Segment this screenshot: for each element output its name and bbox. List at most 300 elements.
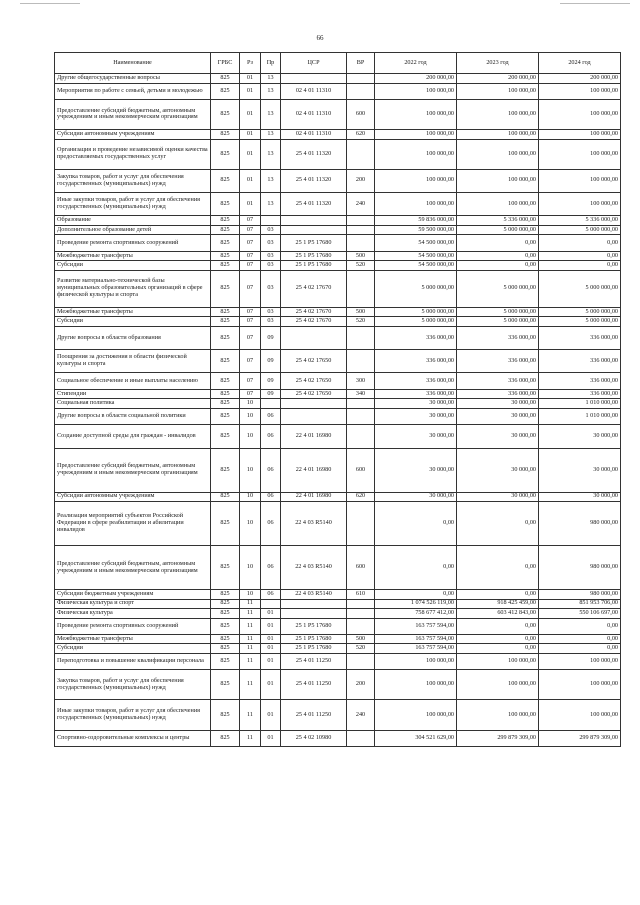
- cell-2024: 100 000,00: [539, 169, 621, 192]
- cell-vr: 610: [347, 590, 375, 600]
- cell-2023: 336 000,00: [457, 373, 539, 389]
- cell-2022: 100 000,00: [375, 169, 457, 192]
- col-header-csr: ЦСР: [281, 53, 347, 74]
- cell-2022: 0,00: [375, 546, 457, 590]
- cell-2024: 980 000,00: [539, 502, 621, 546]
- cell-pr: 03: [261, 261, 281, 271]
- cell-grbs: 825: [211, 350, 240, 373]
- cell-2024: 5 000 000,00: [539, 225, 621, 235]
- cell-vr: 500: [347, 307, 375, 317]
- cell-2023: 100 000,00: [457, 700, 539, 730]
- cell-vr: 520: [347, 261, 375, 271]
- cell-2023: 603 412 843,00: [457, 609, 539, 619]
- cell-grbs: 825: [211, 448, 240, 492]
- cell-csr: 22 4 03 R5140: [281, 502, 347, 546]
- cell-vr: 240: [347, 193, 375, 216]
- cell-grbs: 825: [211, 373, 240, 389]
- cell-rz: 07: [240, 307, 261, 317]
- cell-2022: 59 836 000,00: [375, 216, 457, 226]
- cell-2024: 100 000,00: [539, 99, 621, 129]
- cell-vr: [347, 270, 375, 307]
- table-row: [55, 270, 621, 307]
- cell-2024: 100 000,00: [539, 130, 621, 140]
- table-row: [55, 307, 621, 317]
- cell-2024: 1 010 000,00: [539, 399, 621, 409]
- cell-pr: 13: [261, 139, 281, 169]
- cell-csr: 25 4 02 17670: [281, 270, 347, 307]
- cell-rz: 01: [240, 99, 261, 129]
- cell-csr: 25 1 P5 17680: [281, 618, 347, 634]
- cell-2022: 100 000,00: [375, 653, 457, 669]
- cell-pr: 06: [261, 425, 281, 448]
- cell-grbs: 825: [211, 74, 240, 84]
- cell-2022: 100 000,00: [375, 139, 457, 169]
- cell-csr: 25 4 01 11320: [281, 193, 347, 216]
- cell-pr: 06: [261, 502, 281, 546]
- cell-2023: 299 879 309,00: [457, 730, 539, 746]
- cell-grbs: 825: [211, 425, 240, 448]
- cell-name: Мероприятия по работе с семьей, детьми и молодежью: [55, 83, 211, 99]
- cell-name: Создание доступной среды для граждан - инвалидов: [55, 425, 211, 448]
- cell-2022: 59 500 000,00: [375, 225, 457, 235]
- cell-grbs: 825: [211, 609, 240, 619]
- table-row: [55, 225, 621, 235]
- cell-2024: 0,00: [539, 618, 621, 634]
- cell-grbs: 825: [211, 317, 240, 327]
- cell-2023: 5 000 000,00: [457, 270, 539, 307]
- cell-grbs: 825: [211, 546, 240, 590]
- cell-pr: 06: [261, 590, 281, 600]
- cell-2024: 550 106 697,00: [539, 609, 621, 619]
- cell-2024: 0,00: [539, 251, 621, 261]
- table-row: [55, 700, 621, 730]
- table-row: [55, 169, 621, 192]
- table-row: [55, 399, 621, 409]
- cell-rz: 07: [240, 317, 261, 327]
- cell-name: Предоставление субсидий бюджетным, автономным учреждениям и иным некоммерческим организациям: [55, 448, 211, 492]
- cell-rz: 07: [240, 326, 261, 349]
- table-row: [55, 130, 621, 140]
- cell-vr: [347, 326, 375, 349]
- cell-2024: 5 000 000,00: [539, 317, 621, 327]
- cell-pr: 01: [261, 730, 281, 746]
- col-header-grbs: ГРБС: [211, 53, 240, 74]
- cell-vr: [347, 216, 375, 226]
- cell-grbs: 825: [211, 235, 240, 251]
- page-number: 66: [316, 34, 324, 42]
- cell-csr: [281, 599, 347, 609]
- cell-2022: 163 757 594,00: [375, 634, 457, 644]
- cell-csr: 25 4 01 11320: [281, 139, 347, 169]
- cell-csr: 25 4 01 11320: [281, 169, 347, 192]
- cell-grbs: 825: [211, 653, 240, 669]
- cell-name: Субсидии: [55, 317, 211, 327]
- cell-rz: 10: [240, 590, 261, 600]
- cell-name: Межбюджетные трансферты: [55, 634, 211, 644]
- cell-vr: [347, 609, 375, 619]
- table-row: [55, 251, 621, 261]
- table-row: [55, 408, 621, 424]
- table-row: [55, 261, 621, 271]
- cell-csr: 25 4 01 11250: [281, 670, 347, 700]
- cell-2022: 54 500 000,00: [375, 251, 457, 261]
- cell-2023: 5 336 000,00: [457, 216, 539, 226]
- table-row: [55, 448, 621, 492]
- cell-pr: 03: [261, 225, 281, 235]
- cell-name: Субсидии: [55, 261, 211, 271]
- cell-2023: 336 000,00: [457, 350, 539, 373]
- cell-rz: 01: [240, 130, 261, 140]
- cell-rz: 07: [240, 261, 261, 271]
- cell-vr: [347, 74, 375, 84]
- cell-pr: 03: [261, 317, 281, 327]
- cell-name: Другие общегосударственные вопросы: [55, 74, 211, 84]
- cell-grbs: 825: [211, 326, 240, 349]
- cell-pr: 13: [261, 83, 281, 99]
- table-row: [55, 618, 621, 634]
- cell-2023: 0,00: [457, 235, 539, 251]
- cell-vr: [347, 399, 375, 409]
- cell-pr: 01: [261, 618, 281, 634]
- cell-vr: 600: [347, 546, 375, 590]
- cell-grbs: 825: [211, 169, 240, 192]
- cell-vr: [347, 653, 375, 669]
- cell-2022: 30 000,00: [375, 425, 457, 448]
- cell-2022: 1 074 526 119,00: [375, 599, 457, 609]
- cell-2023: 0,00: [457, 590, 539, 600]
- col-header-2024: 2024 год: [539, 53, 621, 74]
- cell-vr: 520: [347, 317, 375, 327]
- cell-pr: 01: [261, 700, 281, 730]
- cell-rz: 01: [240, 169, 261, 192]
- cell-2023: 336 000,00: [457, 326, 539, 349]
- cell-grbs: 825: [211, 193, 240, 216]
- cell-pr: 01: [261, 609, 281, 619]
- cell-rz: 10: [240, 408, 261, 424]
- table-row: [55, 609, 621, 619]
- cell-rz: 07: [240, 235, 261, 251]
- cell-name: Межбюджетные трансферты: [55, 251, 211, 261]
- cell-pr: [261, 399, 281, 409]
- table-row: [55, 670, 621, 700]
- table-row: [55, 139, 621, 169]
- cell-2022: 100 000,00: [375, 99, 457, 129]
- cell-rz: 01: [240, 193, 261, 216]
- cell-csr: [281, 74, 347, 84]
- table-row: [55, 644, 621, 654]
- cell-csr: 02 4 01 11310: [281, 130, 347, 140]
- cell-csr: 22 4 01 16980: [281, 492, 347, 502]
- cell-2022: 5 000 000,00: [375, 317, 457, 327]
- cell-csr: 25 1 P5 17680: [281, 644, 347, 654]
- cell-2024: 100 000,00: [539, 670, 621, 700]
- cell-rz: 11: [240, 700, 261, 730]
- col-header-2023: 2023 год: [457, 53, 539, 74]
- cell-rz: 11: [240, 634, 261, 644]
- table-row: [55, 653, 621, 669]
- cell-2022: 100 000,00: [375, 700, 457, 730]
- table-body: [55, 74, 621, 747]
- cell-vr: [347, 599, 375, 609]
- cell-name: Поощрения за достижения в области физической культуры и спорта: [55, 350, 211, 373]
- cell-grbs: 825: [211, 270, 240, 307]
- cell-2022: 5 000 000,00: [375, 307, 457, 317]
- cell-csr: 25 4 02 17650: [281, 373, 347, 389]
- cell-2023: 100 000,00: [457, 169, 539, 192]
- cell-pr: 13: [261, 130, 281, 140]
- cell-csr: [281, 399, 347, 409]
- cell-rz: 01: [240, 74, 261, 84]
- cell-rz: 10: [240, 448, 261, 492]
- cell-2024: 0,00: [539, 235, 621, 251]
- cell-pr: 09: [261, 389, 281, 399]
- cell-2022: 0,00: [375, 590, 457, 600]
- cell-csr: 25 4 02 17670: [281, 317, 347, 327]
- cell-2024: 0,00: [539, 644, 621, 654]
- cell-grbs: 825: [211, 670, 240, 700]
- cell-2024: 30 000,00: [539, 492, 621, 502]
- cell-csr: [281, 216, 347, 226]
- cell-vr: 520: [347, 644, 375, 654]
- cell-2022: 100 000,00: [375, 670, 457, 700]
- cell-grbs: 825: [211, 644, 240, 654]
- cell-2024: 100 000,00: [539, 700, 621, 730]
- cell-2023: 100 000,00: [457, 83, 539, 99]
- cell-pr: 06: [261, 448, 281, 492]
- cell-csr: 22 4 03 R5140: [281, 546, 347, 590]
- cell-name: Организация и проведение независимой оценки качества предоставляемых государственных услуг: [55, 139, 211, 169]
- cell-2024: 0,00: [539, 634, 621, 644]
- cell-2023: 100 000,00: [457, 653, 539, 669]
- table-row: [55, 193, 621, 216]
- cell-name: Проведение ремонта спортивных сооружений: [55, 235, 211, 251]
- cell-2024: 0,00: [539, 261, 621, 271]
- cell-grbs: 825: [211, 408, 240, 424]
- cell-rz: 11: [240, 599, 261, 609]
- cell-2023: 0,00: [457, 644, 539, 654]
- budget-table: [54, 52, 621, 747]
- cell-name: Социальная политика: [55, 399, 211, 409]
- cell-2023: 200 000,00: [457, 74, 539, 84]
- cell-pr: 13: [261, 99, 281, 129]
- cell-grbs: 825: [211, 83, 240, 99]
- cell-rz: 07: [240, 373, 261, 389]
- cell-grbs: 825: [211, 618, 240, 634]
- cell-grbs: 825: [211, 634, 240, 644]
- cell-2022: 163 757 594,00: [375, 644, 457, 654]
- table-row: [55, 326, 621, 349]
- cell-pr: 13: [261, 193, 281, 216]
- cell-name: Иные закупки товаров, работ и услуг для обеспечения государственных (муниципальных) нужд: [55, 700, 211, 730]
- cell-name: Предоставление субсидий бюджетным, автономным учреждениям и иным некоммерческим организациям: [55, 546, 211, 590]
- cell-grbs: 825: [211, 216, 240, 226]
- cell-name: Субсидии автономным учреждениям: [55, 492, 211, 502]
- cell-rz: 11: [240, 644, 261, 654]
- scan-edge-mark: [20, 3, 80, 4]
- cell-2022: 54 500 000,00: [375, 235, 457, 251]
- cell-rz: 10: [240, 425, 261, 448]
- cell-vr: 500: [347, 634, 375, 644]
- cell-2024: 336 000,00: [539, 326, 621, 349]
- cell-name: Субсидии автономным учреждениям: [55, 130, 211, 140]
- cell-vr: [347, 730, 375, 746]
- cell-csr: 25 4 02 10980: [281, 730, 347, 746]
- cell-2024: 200 000,00: [539, 74, 621, 84]
- cell-csr: 25 4 02 17650: [281, 350, 347, 373]
- cell-2023: 100 000,00: [457, 130, 539, 140]
- cell-grbs: 825: [211, 730, 240, 746]
- cell-csr: [281, 326, 347, 349]
- cell-2023: 0,00: [457, 618, 539, 634]
- cell-2022: 30 000,00: [375, 448, 457, 492]
- cell-csr: 25 4 02 17650: [281, 389, 347, 399]
- cell-2024: 5 000 000,00: [539, 307, 621, 317]
- cell-pr: 09: [261, 350, 281, 373]
- cell-2022: 336 000,00: [375, 389, 457, 399]
- cell-pr: 03: [261, 307, 281, 317]
- scan-edge-mark: [560, 3, 630, 4]
- cell-name: Закупка товаров, работ и услуг для обеспечения государственных (муниципальных) нужд: [55, 169, 211, 192]
- col-header-pr: Пр: [261, 53, 281, 74]
- cell-pr: [261, 216, 281, 226]
- cell-2024: 30 000,00: [539, 448, 621, 492]
- cell-rz: 01: [240, 83, 261, 99]
- cell-rz: 11: [240, 618, 261, 634]
- cell-2023: 0,00: [457, 251, 539, 261]
- table-row: [55, 634, 621, 644]
- cell-name: Проведение ремонта спортивных сооружений: [55, 618, 211, 634]
- cell-pr: 13: [261, 74, 281, 84]
- cell-2023: 0,00: [457, 634, 539, 644]
- cell-vr: 620: [347, 130, 375, 140]
- cell-csr: 22 4 01 16980: [281, 448, 347, 492]
- cell-2022: 336 000,00: [375, 326, 457, 349]
- cell-2022: 30 000,00: [375, 408, 457, 424]
- cell-name: Образование: [55, 216, 211, 226]
- cell-pr: 09: [261, 326, 281, 349]
- cell-pr: [261, 599, 281, 609]
- table-row: [55, 425, 621, 448]
- cell-csr: [281, 408, 347, 424]
- cell-name: Переподготовка и повышение квалификации персонала: [55, 653, 211, 669]
- cell-vr: [347, 235, 375, 251]
- cell-csr: 25 4 01 11250: [281, 700, 347, 730]
- cell-2022: 336 000,00: [375, 350, 457, 373]
- cell-2023: 0,00: [457, 261, 539, 271]
- cell-name: Физическая культура и спорт: [55, 599, 211, 609]
- cell-name: Субсидии бюджетным учреждениям: [55, 590, 211, 600]
- cell-2023: 30 000,00: [457, 399, 539, 409]
- cell-grbs: 825: [211, 502, 240, 546]
- cell-grbs: 825: [211, 389, 240, 399]
- cell-pr: 13: [261, 169, 281, 192]
- cell-vr: [347, 618, 375, 634]
- cell-2023: 30 000,00: [457, 425, 539, 448]
- cell-2024: 100 000,00: [539, 193, 621, 216]
- cell-2024: 980 000,00: [539, 590, 621, 600]
- col-header-name: Наименование: [55, 53, 211, 74]
- cell-2022: 336 000,00: [375, 373, 457, 389]
- cell-grbs: 825: [211, 599, 240, 609]
- cell-2022: 100 000,00: [375, 130, 457, 140]
- cell-name: Дополнительное образование детей: [55, 225, 211, 235]
- cell-rz: 07: [240, 225, 261, 235]
- cell-vr: 200: [347, 670, 375, 700]
- cell-rz: 07: [240, 251, 261, 261]
- cell-vr: [347, 225, 375, 235]
- cell-rz: 10: [240, 399, 261, 409]
- cell-rz: 07: [240, 350, 261, 373]
- cell-2023: 336 000,00: [457, 389, 539, 399]
- cell-grbs: 825: [211, 225, 240, 235]
- cell-2022: 54 500 000,00: [375, 261, 457, 271]
- cell-grbs: 825: [211, 130, 240, 140]
- table-header-row: [55, 53, 621, 74]
- cell-2022: 100 000,00: [375, 83, 457, 99]
- cell-2024: 336 000,00: [539, 373, 621, 389]
- cell-name: Другие вопросы в области социальной политики: [55, 408, 211, 424]
- cell-2023: 30 000,00: [457, 408, 539, 424]
- cell-2023: 30 000,00: [457, 492, 539, 502]
- cell-name: Межбюджетные трансферты: [55, 307, 211, 317]
- cell-grbs: 825: [211, 261, 240, 271]
- table-row: [55, 99, 621, 129]
- cell-vr: 300: [347, 373, 375, 389]
- cell-name: Закупка товаров, работ и услуг для обеспечения государственных (муниципальных) нужд: [55, 670, 211, 700]
- cell-name: Другие вопросы в области образования: [55, 326, 211, 349]
- table-row: [55, 590, 621, 600]
- table-row: [55, 546, 621, 590]
- cell-rz: 10: [240, 502, 261, 546]
- cell-csr: 22 4 03 R5140: [281, 590, 347, 600]
- cell-csr: 22 4 01 16980: [281, 425, 347, 448]
- cell-2023: 5 000 000,00: [457, 225, 539, 235]
- cell-2023: 0,00: [457, 502, 539, 546]
- cell-grbs: 825: [211, 492, 240, 502]
- cell-pr: 01: [261, 634, 281, 644]
- cell-vr: [347, 408, 375, 424]
- cell-2023: 5 000 000,00: [457, 307, 539, 317]
- cell-csr: 02 4 01 11310: [281, 99, 347, 129]
- cell-name: Субсидии: [55, 644, 211, 654]
- cell-grbs: 825: [211, 399, 240, 409]
- cell-2022: 5 000 000,00: [375, 270, 457, 307]
- table-row: [55, 373, 621, 389]
- cell-2022: 304 521 629,00: [375, 730, 457, 746]
- cell-vr: [347, 425, 375, 448]
- cell-grbs: 825: [211, 251, 240, 261]
- cell-pr: 06: [261, 492, 281, 502]
- cell-pr: 03: [261, 270, 281, 307]
- cell-2024: 1 010 000,00: [539, 408, 621, 424]
- cell-rz: 07: [240, 216, 261, 226]
- cell-vr: 200: [347, 169, 375, 192]
- cell-2023: 0,00: [457, 546, 539, 590]
- cell-pr: 01: [261, 670, 281, 700]
- cell-vr: 620: [347, 492, 375, 502]
- col-header-2022: 2022 год: [375, 53, 457, 74]
- cell-grbs: 825: [211, 99, 240, 129]
- cell-2024: 5 336 000,00: [539, 216, 621, 226]
- cell-rz: 07: [240, 389, 261, 399]
- cell-name: Предоставление субсидий бюджетным, автономным учреждениям и иным некоммерческим организациям: [55, 99, 211, 129]
- cell-2022: 30 000,00: [375, 492, 457, 502]
- cell-vr: [347, 83, 375, 99]
- cell-grbs: 825: [211, 590, 240, 600]
- table-row: [55, 74, 621, 84]
- cell-grbs: 825: [211, 307, 240, 317]
- cell-csr: [281, 609, 347, 619]
